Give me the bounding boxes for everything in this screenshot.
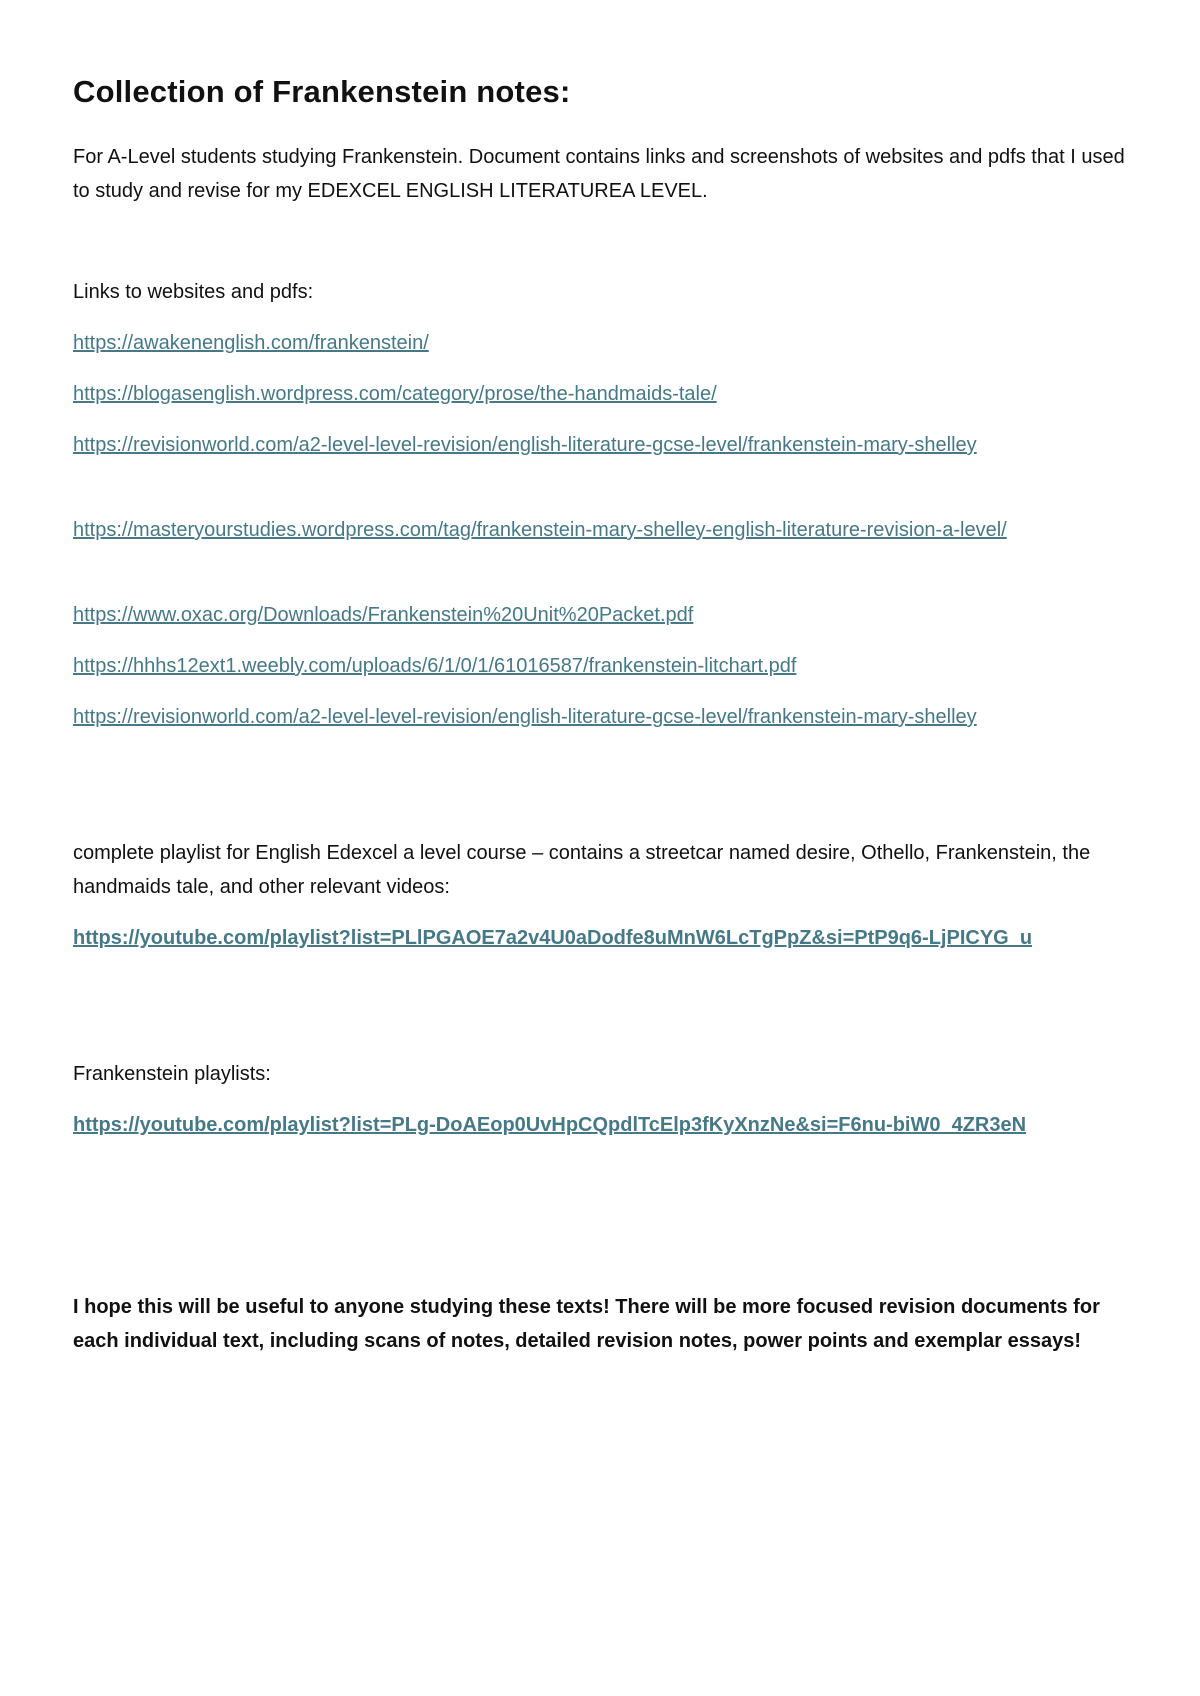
link-hhhs-litchart[interactable]: https://hhhs12ext1.weebly.com/uploads/6/1/0/1/61016587/frankenstein-litchart.pdf [73,655,797,677]
link-masteryourstudies[interactable]: https://masteryourstudies.wordpress.com/tag/frankenstein-mary-shelley-english-literature-revision-a-level/ [73,519,1007,541]
frankenstein-playlists-label: Frankenstein playlists: [73,1063,271,1085]
link-revisionworld-2[interactable]: https://revisionworld.com/a2-level-level-revision/english-literature-gcse-level/frankenstein-mary-shelley [73,706,977,728]
link-frankenstein-playlist[interactable]: https://youtube.com/playlist?list=PLg-DoAEop0UvHpCQpdlTcElp3fKyXnzNe&si=F6nu-biW0_4ZR3eN [73,1114,1027,1136]
link-blogasenglish[interactable]: https://blogasenglish.wordpress.com/category/prose/the-handmaids-tale/ [73,383,717,405]
link-awakenenglish[interactable]: https://awakenenglish.com/frankenstein/ [73,332,429,354]
page-title: Collection of Frankenstein notes: [73,74,571,109]
link-revisionworld-1[interactable]: https://revisionworld.com/a2-level-level-revision/english-literature-gcse-level/frankenstein-mary-shelley [73,434,977,456]
closing-paragraph: I hope this will be useful to anyone studying these texts! There will be more focused revision documents for each individual text, including scans of notes, detailed revision notes, power points and exemplar essays! [73,1296,1100,1352]
link-course-playlist[interactable]: https://youtube.com/playlist?list=PLlPGAOE7a2v4U0aDodfe8uMnW6LcTgPpZ&si=PtP9q6-LjPICYG_u [73,927,1033,949]
links-label: Links to websites and pdfs: [73,281,314,303]
intro-paragraph: For A-Level students studying Frankenstein. Document contains links and screenshots of websites and pdfs that I used to study and revise for my EDEXCEL ENGLISH LITERATUREA LEVEL. [73,146,1125,202]
playlist-label: complete playlist for English Edexcel a level course – contains a streetcar named desire, Othello, Frankenstein, the handmaids tale, and other relevant videos: [73,842,1091,898]
link-oxac-pdf[interactable]: https://www.oxac.org/Downloads/Frankenstein%20Unit%20Packet.pdf [73,604,694,626]
